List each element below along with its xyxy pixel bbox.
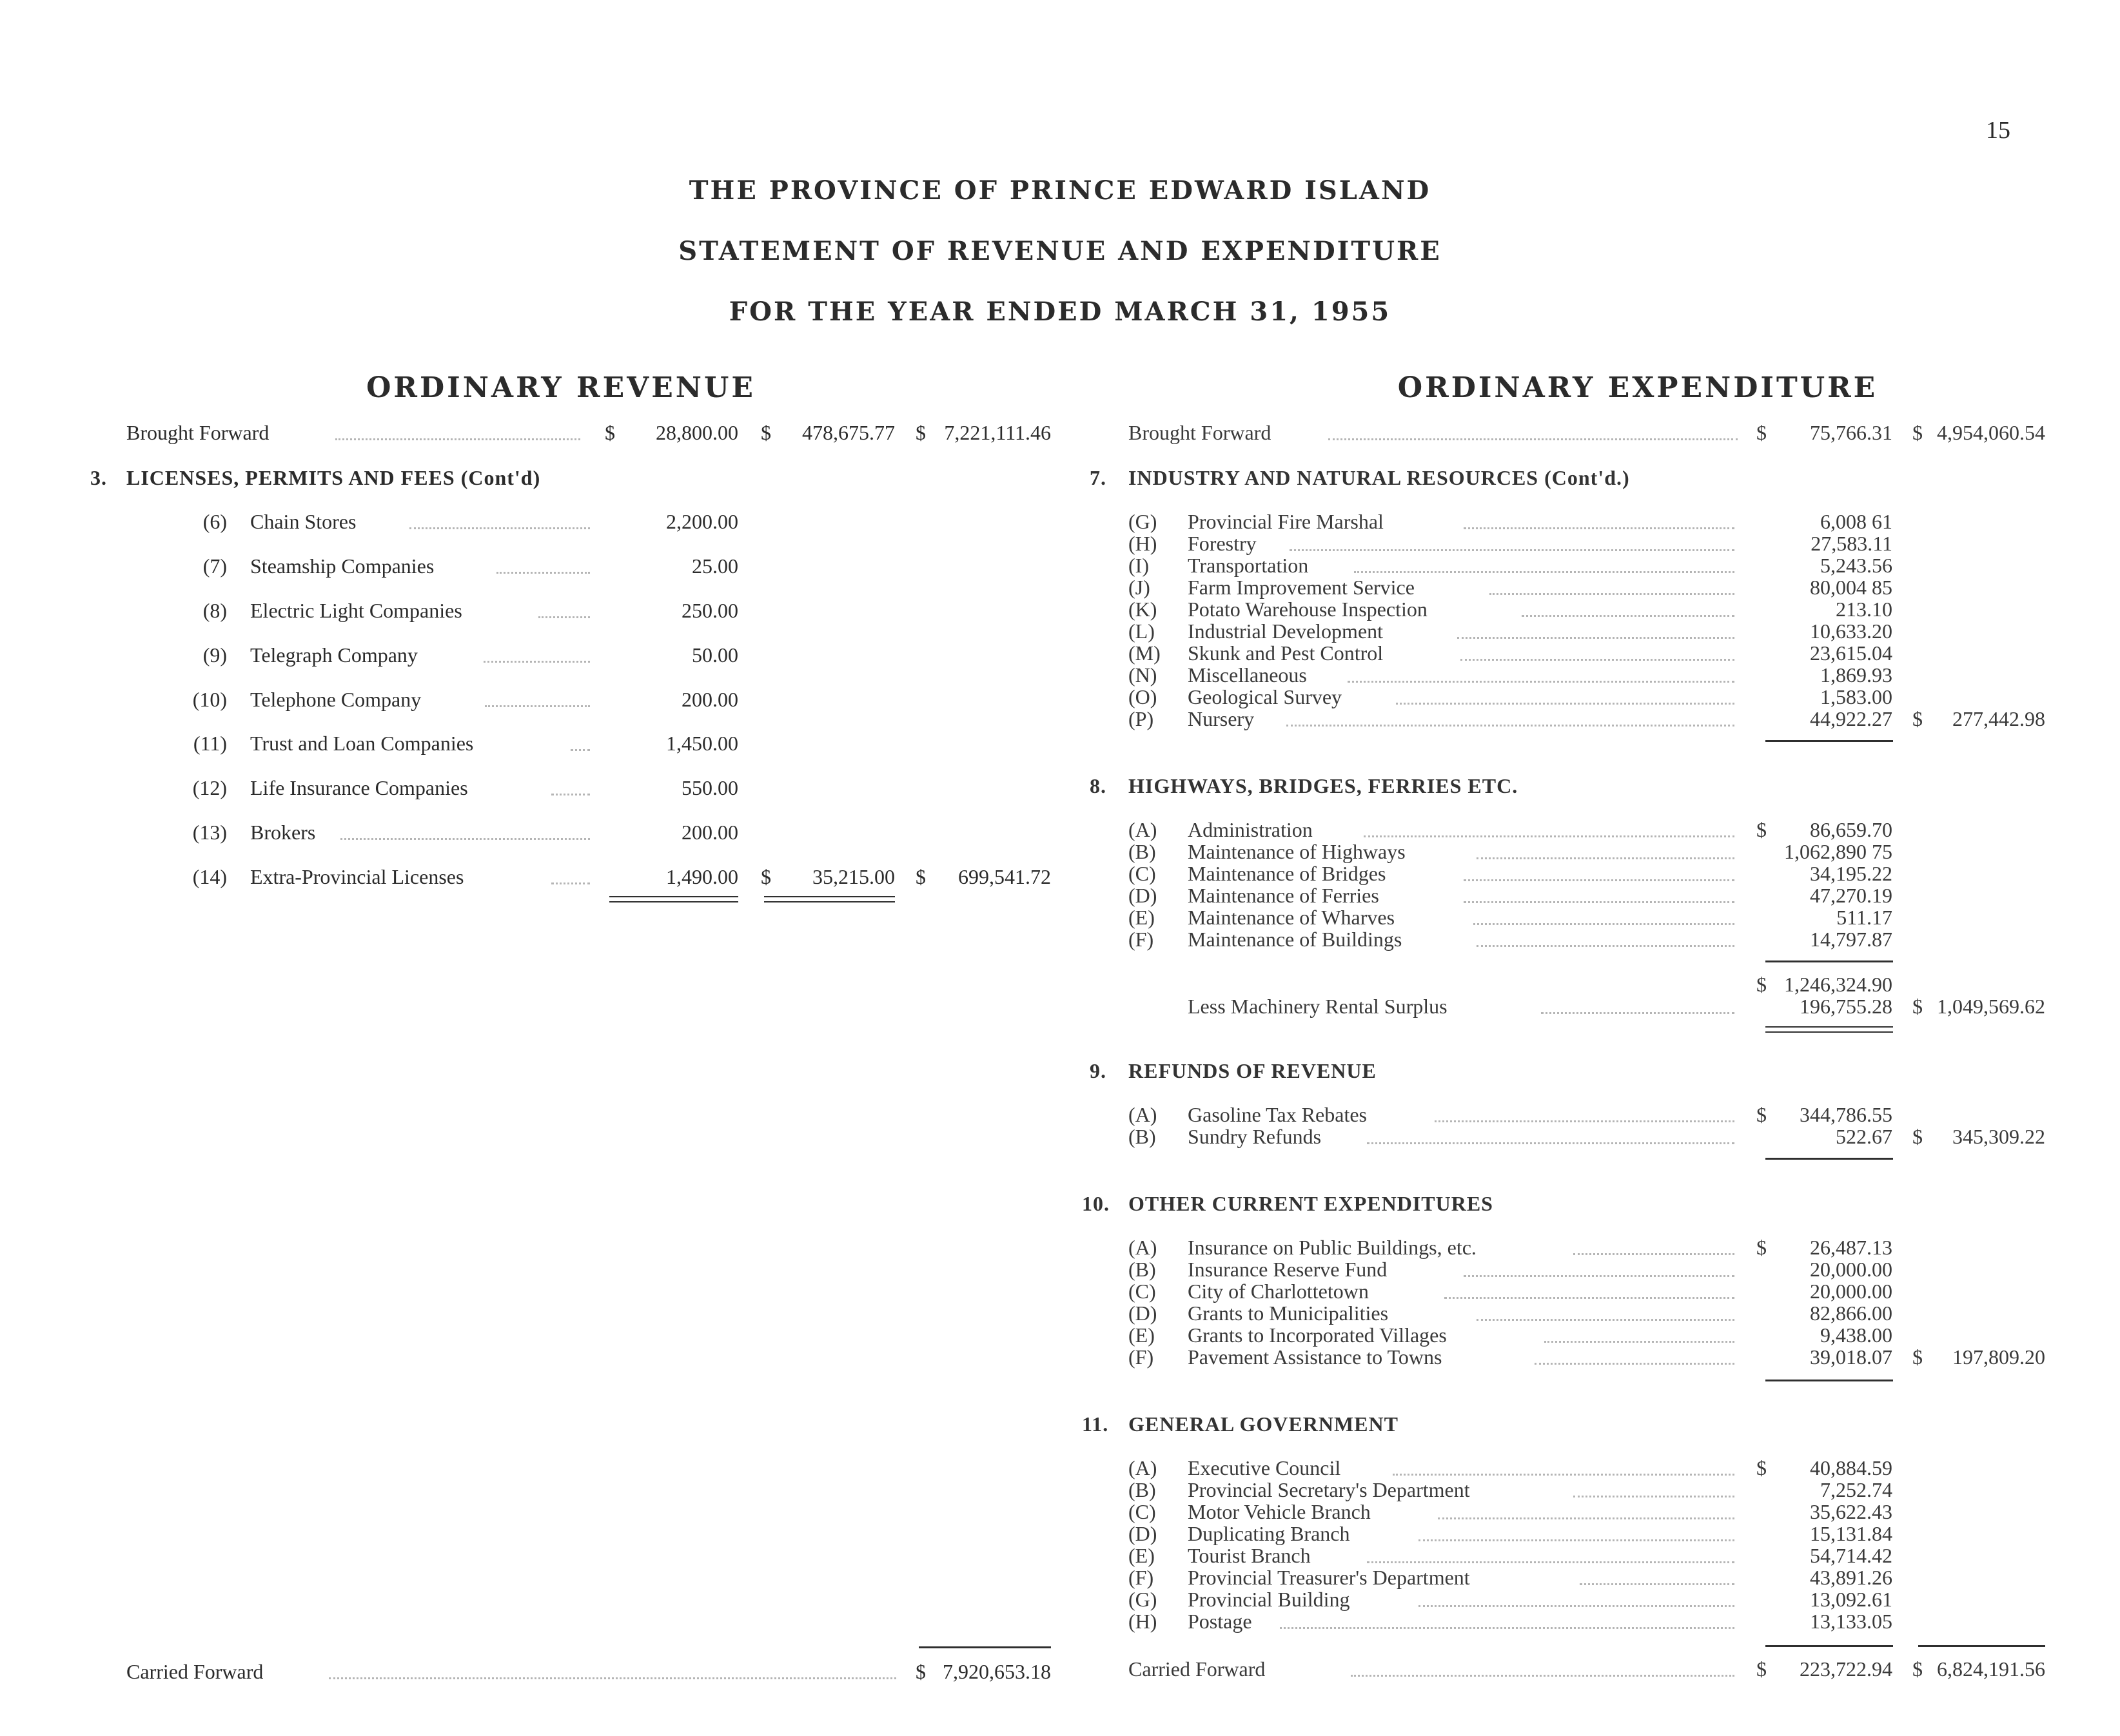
item-code: (D) [1128, 1522, 1157, 1545]
dot-leader [1464, 901, 1734, 903]
item-code: (A) [1128, 818, 1157, 841]
dot-leader [1477, 857, 1734, 859]
expenditure-heading: ORDINARY EXPENDITURE [1397, 371, 1878, 404]
item-amount: 2,200.00 [666, 510, 738, 533]
item-amount: 26,487.13 [1810, 1236, 1892, 1259]
amount: 7,221,111.46 [944, 421, 1051, 444]
currency-symbol: $ [1756, 1103, 1767, 1126]
item-label: Life Insurance Companies [250, 776, 468, 799]
currency-symbol: $ [1912, 995, 1923, 1018]
amount: 75,766.31 [1810, 421, 1892, 444]
item-amount: 27,583.11 [1811, 532, 1892, 555]
section-number: 7. [1090, 466, 1106, 489]
carried-forward-label: Carried Forward [126, 1660, 264, 1683]
item-amount: 9,438.00 [1820, 1323, 1892, 1347]
dot-leader [1464, 1275, 1734, 1277]
currency-symbol: $ [1912, 1345, 1923, 1369]
item-label: Maintenance of Highways [1188, 840, 1406, 863]
dot-leader [1573, 1253, 1734, 1255]
item-code: (E) [1128, 1323, 1155, 1347]
dot-leader [1522, 615, 1734, 617]
item-label: Farm Improvement Service [1188, 576, 1415, 599]
item-code: (J) [1128, 576, 1150, 599]
item-label: Provincial Treasurer's Department [1188, 1566, 1470, 1589]
item-code: (C) [1128, 862, 1156, 885]
item-code: (11) [193, 732, 227, 755]
section-total-amount: 345,309.22 [1952, 1125, 2045, 1148]
item-label: Executive Council [1188, 1456, 1341, 1479]
dot-leader [1435, 1120, 1734, 1122]
dot-leader [1351, 1675, 1734, 1677]
item-code: (K) [1128, 598, 1157, 621]
currency-symbol: $ [1912, 1657, 1923, 1681]
section-title: LICENSES, PERMITS AND FEES (Cont'd) [126, 466, 541, 489]
item-code: (B) [1128, 1258, 1156, 1281]
currency-symbol: $ [1912, 421, 1923, 444]
dot-leader [538, 616, 590, 618]
dot-leader [1354, 571, 1734, 573]
item-label: Telephone Company [250, 688, 422, 711]
dot-leader [1438, 1517, 1734, 1519]
document-title: THE PROVINCE OF PRINCE EDWARD ISLAND [689, 175, 1431, 206]
item-code: (12) [192, 776, 227, 799]
item-amount: 34,195.22 [1810, 862, 1892, 885]
dot-leader [1348, 681, 1734, 683]
item-code: (G) [1128, 510, 1157, 533]
item-code: (A) [1128, 1456, 1157, 1479]
item-label: Insurance on Public Buildings, etc. [1188, 1236, 1477, 1259]
section-title: REFUNDS OF REVENUE [1128, 1059, 1377, 1082]
currency-symbol: $ [761, 421, 771, 444]
currency-symbol: $ [1756, 421, 1767, 444]
dot-leader [1286, 725, 1734, 727]
currency-symbol: $ [1756, 1456, 1767, 1479]
item-label: Maintenance of Buildings [1188, 928, 1402, 951]
item-label: Pavement Assistance to Towns [1188, 1345, 1442, 1369]
item-code: (B) [1128, 1125, 1156, 1148]
item-amount: 1,583.00 [1820, 685, 1892, 708]
total-rule [609, 896, 738, 902]
subtotal-rule [1765, 961, 1893, 962]
carried-forward-rule [1918, 1645, 2045, 1647]
item-code: (F) [1128, 928, 1154, 951]
item-label: Sundry Refunds [1188, 1125, 1322, 1148]
item-amount: 80,004 85 [1810, 576, 1892, 599]
item-code: (N) [1128, 663, 1157, 687]
brought-forward-label: Brought Forward [126, 421, 270, 444]
item-label: Postage [1188, 1610, 1252, 1633]
item-code: (E) [1128, 1544, 1155, 1567]
item-label: Brokers [250, 821, 316, 844]
dot-leader [1396, 703, 1734, 705]
dot-leader [1464, 527, 1734, 529]
currency-symbol: $ [1756, 973, 1767, 996]
item-amount: 14,797.87 [1810, 928, 1892, 951]
dot-leader [1290, 549, 1734, 551]
item-label: Geological Survey [1188, 685, 1342, 708]
item-code: (H) [1128, 1610, 1157, 1633]
carried-forward-rule [1765, 1645, 1893, 1647]
item-label: Grants to Municipalities [1188, 1302, 1389, 1325]
item-amount: 5,243.56 [1820, 554, 1892, 577]
dot-leader [1580, 1583, 1734, 1585]
item-label: Maintenance of Bridges [1188, 862, 1386, 885]
currency-symbol: $ [1912, 1125, 1923, 1148]
dot-leader [1444, 1297, 1734, 1299]
less-amount: 196,755.28 [1800, 995, 1892, 1018]
item-code: (E) [1128, 906, 1155, 929]
dot-leader [1418, 1539, 1734, 1541]
item-amount: 13,133.05 [1810, 1610, 1892, 1633]
item-amount: 54,714.42 [1810, 1544, 1892, 1567]
dot-leader [1535, 1363, 1734, 1365]
dot-leader [1489, 593, 1734, 595]
dot-leader [1364, 835, 1734, 837]
item-amount: 40,884.59 [1810, 1456, 1892, 1479]
item-label: Provincial Building [1188, 1588, 1350, 1611]
dot-leader [1541, 1012, 1734, 1014]
item-amount: 15,131.84 [1810, 1522, 1892, 1545]
item-label: Extra-Provincial Licenses [250, 865, 464, 888]
section-total-amount: 277,442.98 [1952, 707, 2045, 730]
item-code: (C) [1128, 1500, 1156, 1523]
dot-leader [496, 572, 590, 574]
item-code: (D) [1128, 1302, 1157, 1325]
item-code: (B) [1128, 1478, 1156, 1501]
item-label: City of Charlottetown [1188, 1280, 1369, 1303]
item-amount: 1,450.00 [666, 732, 738, 755]
item-amount: 43,891.26 [1810, 1566, 1892, 1589]
currency-symbol: $ [916, 865, 926, 888]
document-subtitle: STATEMENT OF REVENUE AND EXPENDITURE [678, 236, 1442, 266]
dot-leader [329, 1677, 896, 1679]
total-rule [1765, 1026, 1893, 1033]
item-code: (13) [192, 821, 227, 844]
section-title: HIGHWAYS, BRIDGES, FERRIES ETC. [1128, 774, 1518, 797]
item-label: Transportation [1188, 554, 1309, 577]
item-label: Maintenance of Ferries [1188, 884, 1379, 907]
item-code: (7) [202, 554, 227, 578]
total-rule [1765, 740, 1893, 742]
item-code: (6) [202, 510, 227, 533]
item-label: Skunk and Pest Control [1188, 641, 1384, 665]
item-amount: 35,622.43 [1810, 1500, 1892, 1523]
item-amount: 1,062,890 75 [1784, 840, 1892, 863]
section-number: 11. [1082, 1412, 1109, 1436]
dot-leader [485, 705, 590, 707]
item-code: (A) [1128, 1103, 1157, 1126]
item-label: Maintenance of Wharves [1188, 906, 1395, 929]
dot-leader [335, 438, 580, 440]
item-label: Industrial Development [1188, 619, 1384, 643]
item-label: Motor Vehicle Branch [1188, 1500, 1371, 1523]
item-code: (L) [1128, 619, 1155, 643]
item-code: (C) [1128, 1280, 1156, 1303]
section-title: GENERAL GOVERNMENT [1128, 1412, 1399, 1436]
item-label: Steamship Companies [250, 554, 435, 578]
revenue-heading: ORDINARY REVENUE [366, 371, 756, 404]
item-code: (10) [192, 688, 227, 711]
item-code: (O) [1128, 685, 1157, 708]
item-label: Administration [1188, 818, 1313, 841]
item-code: (H) [1128, 532, 1157, 555]
currency-symbol: $ [916, 421, 926, 444]
item-amount: 550.00 [682, 776, 738, 799]
dot-leader [1328, 438, 1738, 440]
item-amount: 6,008 61 [1820, 510, 1892, 533]
item-amount: 200.00 [682, 821, 738, 844]
currency-symbol: $ [916, 1660, 926, 1683]
item-code: (G) [1128, 1588, 1157, 1611]
currency-symbol: $ [1756, 818, 1767, 841]
item-label: Miscellaneous [1188, 663, 1307, 687]
section-title: OTHER CURRENT EXPENDITURES [1128, 1192, 1493, 1215]
item-amount: 25.00 [692, 554, 738, 578]
dot-leader [1477, 945, 1734, 947]
dot-leader [1473, 923, 1734, 925]
item-label: Electric Light Companies [250, 599, 462, 622]
item-label: Grants to Incorporated Villages [1188, 1323, 1447, 1347]
section-number: 3. [90, 466, 107, 489]
dot-leader [1367, 1142, 1734, 1144]
item-label: Potato Warehouse Inspection [1188, 598, 1428, 621]
item-amount: 39,018.07 [1810, 1345, 1892, 1369]
dot-leader [1367, 1561, 1734, 1563]
item-amount: 23,615.04 [1810, 641, 1892, 665]
document-period: FOR THE YEAR ENDED MARCH 31, 1955 [729, 297, 1391, 327]
currency-symbol: $ [605, 421, 615, 444]
item-label: Duplicating Branch [1188, 1522, 1350, 1545]
carried-forward-label: Carried Forward [1128, 1657, 1266, 1681]
item-amount: 511.17 [1836, 906, 1892, 929]
dot-leader [1464, 879, 1734, 881]
carried-forward-rule [919, 1646, 1051, 1648]
item-amount: 86,659.70 [1810, 818, 1892, 841]
item-amount: 20,000.00 [1810, 1280, 1892, 1303]
currency-symbol: $ [761, 865, 771, 888]
item-amount: 522.67 [1836, 1125, 1892, 1148]
carried-forward-total: 6,824,191.56 [1937, 1657, 2045, 1681]
item-code: (B) [1128, 840, 1156, 863]
item-code: (I) [1128, 554, 1149, 577]
item-label: Tourist Branch [1188, 1544, 1311, 1567]
item-code: (P) [1128, 707, 1154, 730]
subtotal-amount: 1,246,324.90 [1784, 973, 1892, 996]
dot-leader [1457, 637, 1734, 639]
dot-leader [1544, 1341, 1734, 1343]
item-code: (F) [1128, 1345, 1154, 1369]
dot-leader [1477, 1319, 1734, 1321]
section-total-amount: 1,049,569.62 [1937, 995, 2045, 1018]
item-amount: 20,000.00 [1810, 1258, 1892, 1281]
item-amount: 47,270.19 [1810, 884, 1892, 907]
currency-symbol: $ [1912, 707, 1923, 730]
currency-symbol: $ [1756, 1236, 1767, 1259]
item-amount: 1,490.00 [666, 865, 738, 888]
carried-forward-amount: 7,920,653.18 [943, 1660, 1051, 1683]
item-amount: 10,633.20 [1810, 619, 1892, 643]
item-code: (M) [1128, 641, 1161, 665]
amount: 478,675.77 [802, 421, 895, 444]
section-title: INDUSTRY AND NATURAL RESOURCES (Cont'd.) [1128, 466, 1630, 489]
dot-leader [571, 749, 590, 751]
item-amount: 200.00 [682, 688, 738, 711]
total-rule [1765, 1380, 1893, 1381]
section-total-amount: 699,541.72 [958, 865, 1051, 888]
subtotal-amount: 35,215.00 [812, 865, 895, 888]
brought-forward-label: Brought Forward [1128, 421, 1271, 444]
less-label: Less Machinery Rental Surplus [1188, 995, 1448, 1018]
dot-leader [484, 661, 590, 663]
page-number: 15 [1986, 117, 2010, 144]
item-code: (9) [202, 643, 227, 667]
dot-leader [1460, 659, 1734, 661]
item-label: Telegraph Company [250, 643, 418, 667]
item-amount: 13,092.61 [1810, 1588, 1892, 1611]
amount: 4,954,060.54 [1937, 421, 2045, 444]
item-code: (14) [192, 865, 227, 888]
currency-symbol: $ [1756, 1657, 1767, 1681]
item-label: Gasoline Tax Rebates [1188, 1103, 1367, 1126]
item-code: (F) [1128, 1566, 1154, 1589]
section-number: 10. [1082, 1192, 1110, 1215]
amount: 28,800.00 [656, 421, 738, 444]
dot-leader [1573, 1496, 1734, 1497]
dot-leader [1418, 1605, 1734, 1607]
section-total-amount: 197,809.20 [1952, 1345, 2045, 1369]
item-amount: 250.00 [682, 599, 738, 622]
dot-leader [1280, 1627, 1734, 1629]
item-amount: 344,786.55 [1800, 1103, 1892, 1126]
dot-leader [551, 883, 590, 884]
dot-leader [1393, 1474, 1734, 1476]
item-label: Provincial Fire Marshal [1188, 510, 1384, 533]
dot-leader [551, 794, 590, 795]
dot-leader [340, 838, 590, 840]
item-code: (8) [202, 599, 227, 622]
dot-leader [409, 527, 590, 529]
item-amount: 50.00 [692, 643, 738, 667]
item-code: (A) [1128, 1236, 1157, 1259]
item-label: Trust and Loan Companies [250, 732, 474, 755]
item-label: Forestry [1188, 532, 1257, 555]
total-rule [764, 896, 895, 902]
item-amount: 1,869.93 [1820, 663, 1892, 687]
item-amount: 213.10 [1836, 598, 1892, 621]
total-rule [1765, 1158, 1893, 1160]
item-code: (D) [1128, 884, 1157, 907]
item-amount: 44,922.27 [1810, 707, 1892, 730]
item-amount: 82,866.00 [1810, 1302, 1892, 1325]
section-number: 8. [1090, 774, 1106, 797]
section-number: 9. [1090, 1059, 1106, 1082]
item-label: Nursery [1188, 707, 1255, 730]
item-label: Provincial Secretary's Department [1188, 1478, 1470, 1501]
item-label: Insurance Reserve Fund [1188, 1258, 1388, 1281]
carried-forward-amount: 223,722.94 [1800, 1657, 1892, 1681]
item-amount: 7,252.74 [1820, 1478, 1892, 1501]
item-label: Chain Stores [250, 510, 357, 533]
